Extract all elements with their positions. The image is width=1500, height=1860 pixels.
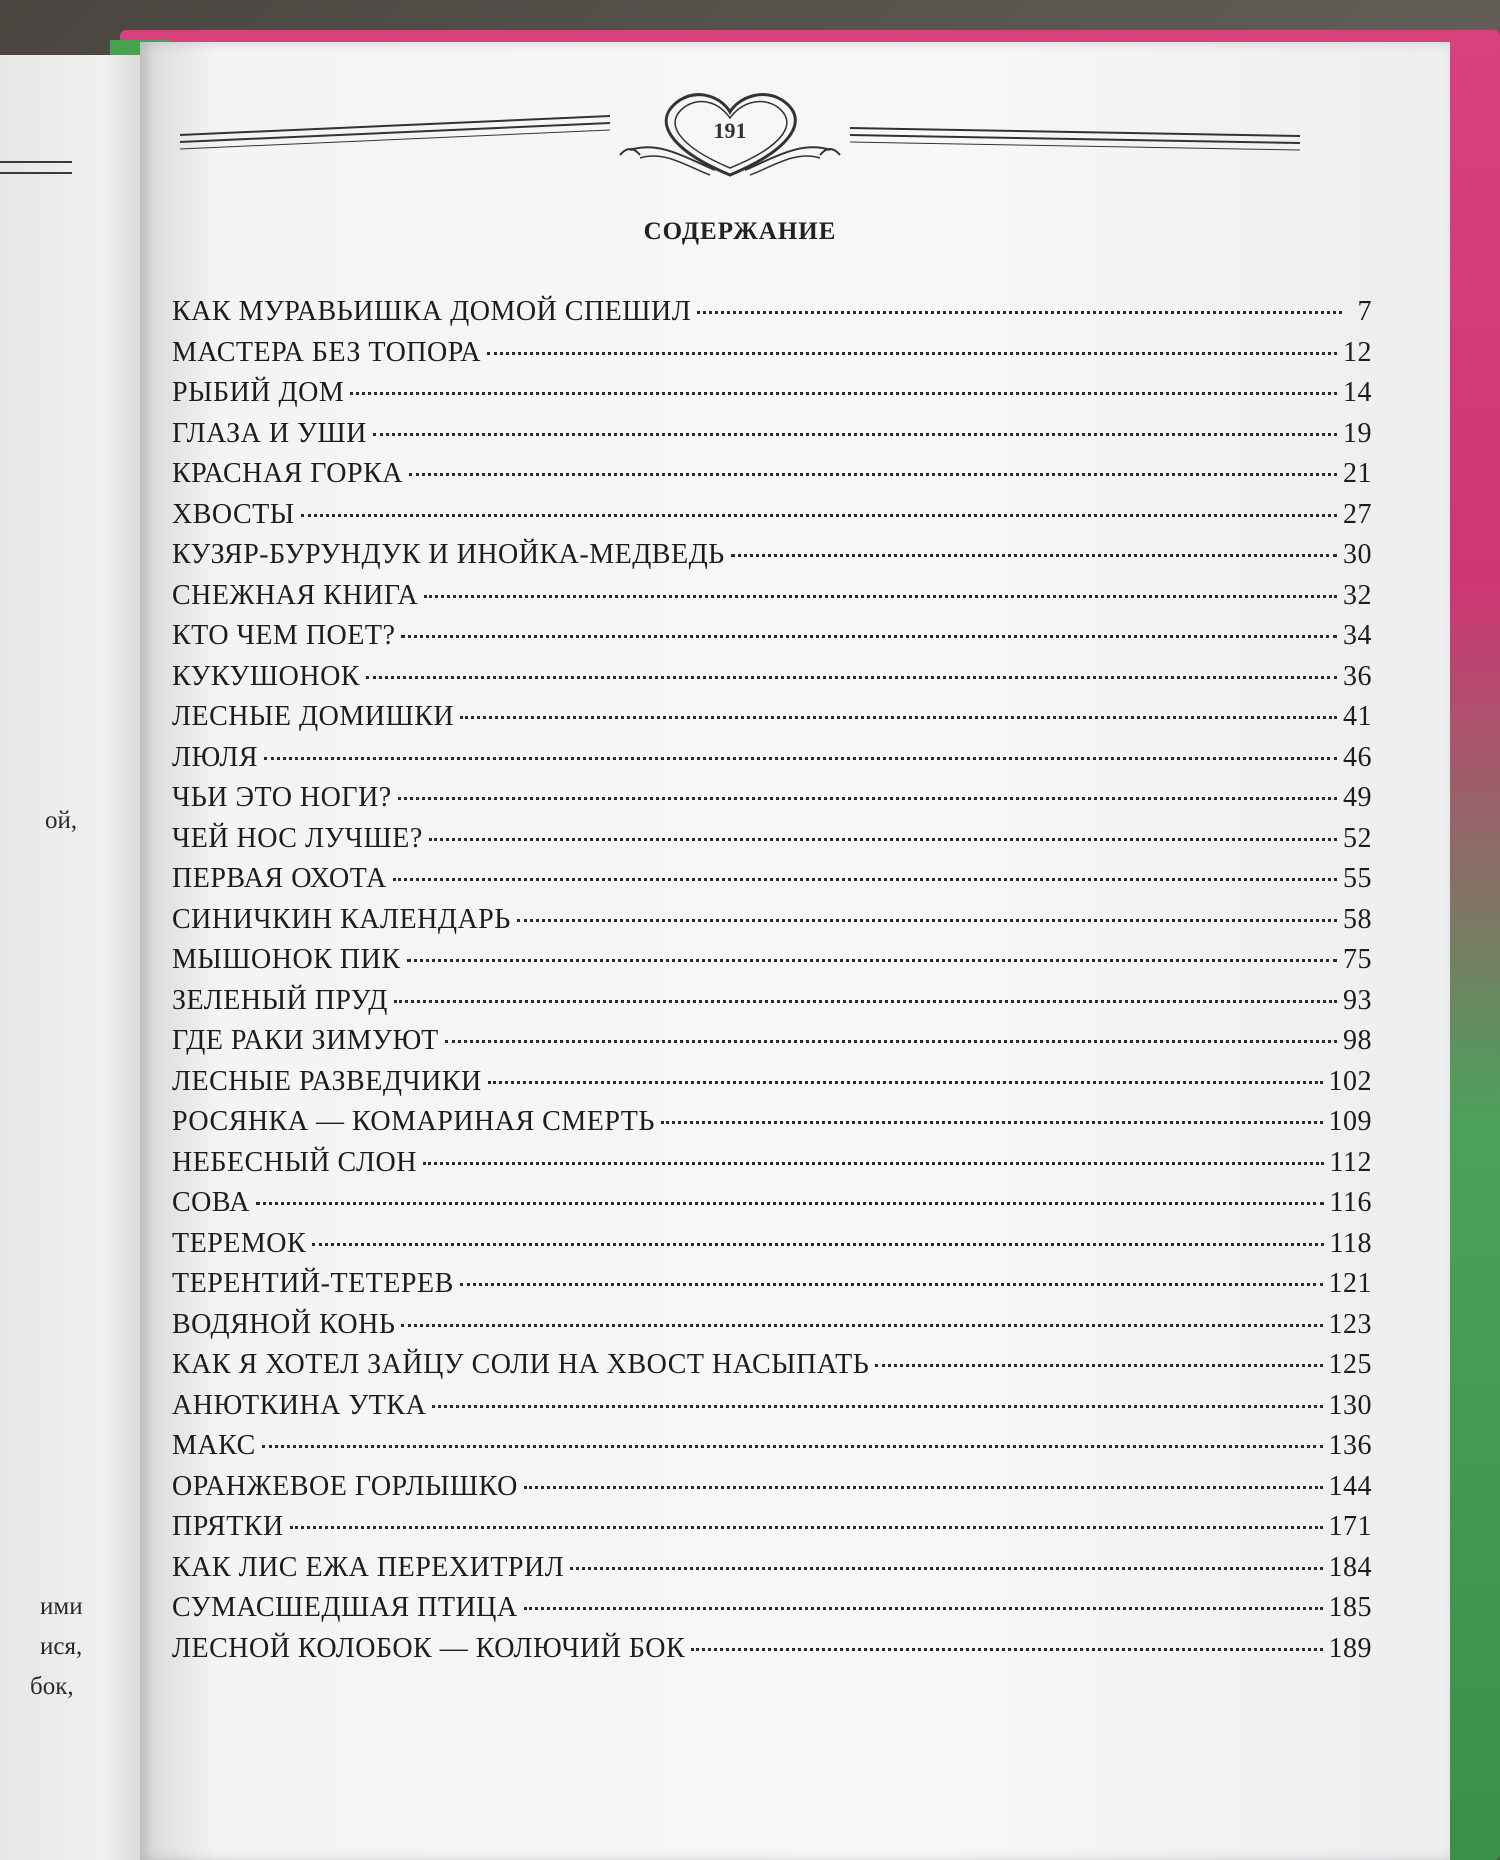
toc-title: СОДЕРЖАНИЕ xyxy=(643,218,837,245)
toc-entry-title: КУКУШОНОК xyxy=(172,660,360,692)
toc-entry xyxy=(172,985,1372,1026)
toc-entry xyxy=(172,1552,1372,1593)
toc-entry-page: 21 xyxy=(1343,458,1372,489)
toc-entry xyxy=(172,1147,1372,1188)
toc-entry-title: ПРЯТКИ xyxy=(172,1511,284,1542)
toc-entry-page: 171 xyxy=(1328,1511,1372,1542)
toc-entry-page: 7 xyxy=(1357,296,1372,327)
toc-entry xyxy=(172,863,1372,904)
toc-entry xyxy=(172,296,1372,337)
toc-dot-leader xyxy=(661,1121,1323,1124)
toc-dot-leader xyxy=(517,919,1337,922)
toc-entry-page: 46 xyxy=(1343,741,1372,773)
toc-entry-title: КАК МУРАВЬИШКА ДОМОЙ СПЕШИЛ xyxy=(172,296,692,327)
toc-entry-title: ЛЕСНЫЕ РАЗВЕДЧИКИ xyxy=(172,1065,482,1097)
toc-entry-title: СНЕЖНАЯ КНИГА xyxy=(172,579,419,611)
toc-entry-title: МЫШОНОК ПИК xyxy=(172,944,401,975)
toc-entry-page: 109 xyxy=(1328,1106,1372,1137)
toc-entry-title: ЛЮЛЯ xyxy=(172,741,259,773)
left-page xyxy=(0,55,145,1860)
toc-dot-leader xyxy=(524,1486,1323,1489)
toc-entry-page: 52 xyxy=(1343,822,1372,854)
toc-entry-page: 34 xyxy=(1343,620,1372,651)
toc-dot-leader xyxy=(264,757,1337,760)
toc-dot-leader xyxy=(875,1364,1322,1367)
toc-dot-leader xyxy=(394,1000,1337,1003)
toc-entry-title: ВОДЯНОЙ КОНЬ xyxy=(172,1308,396,1340)
toc-dot-leader xyxy=(312,1243,1323,1246)
toc-entry-page: 93 xyxy=(1343,984,1372,1016)
toc-entry xyxy=(172,580,1372,621)
toc-entry-title: ОРАНЖЕВОЕ ГОРЛЫШКО xyxy=(172,1470,518,1502)
toc-entry-page: 41 xyxy=(1343,701,1372,732)
toc-entry xyxy=(172,1187,1372,1228)
toc-entry xyxy=(172,1228,1372,1269)
toc-entry xyxy=(172,539,1372,580)
toc-entry xyxy=(172,1106,1372,1147)
toc-entry-title: СУМАСШЕДШАЯ ПТИЦА xyxy=(172,1592,518,1623)
toc-entry xyxy=(172,1268,1372,1309)
left-page-rule xyxy=(0,172,72,174)
toc-dot-leader xyxy=(487,352,1337,355)
toc-entry xyxy=(172,1633,1372,1674)
toc-entry-page: 49 xyxy=(1343,782,1372,813)
toc-dot-leader xyxy=(460,1283,1323,1286)
toc-entry xyxy=(172,1430,1372,1471)
toc-dot-leader xyxy=(366,676,1337,679)
toc-dot-leader xyxy=(445,1040,1337,1043)
toc-entry-page: 27 xyxy=(1343,498,1372,530)
toc-entry xyxy=(172,1309,1372,1350)
toc-entry xyxy=(172,418,1372,459)
toc-dot-leader xyxy=(401,635,1337,638)
toc-entry xyxy=(172,1471,1372,1512)
toc-entry-page: 184 xyxy=(1328,1551,1372,1583)
toc-dot-leader xyxy=(290,1526,1323,1529)
toc-dot-leader xyxy=(393,878,1337,881)
toc-entry-page: 136 xyxy=(1328,1430,1372,1461)
toc-entry xyxy=(172,742,1372,783)
toc-dot-leader xyxy=(691,1648,1322,1651)
toc-entry-title: АНЮТКИНА УТКА xyxy=(172,1389,427,1421)
toc-entry-title: ГЛАЗА И УШИ xyxy=(172,417,367,449)
toc-dot-leader xyxy=(429,838,1337,841)
toc-entry xyxy=(172,377,1372,418)
toc-entry-title: РЫБИЙ ДОМ xyxy=(172,377,345,408)
toc-dot-leader xyxy=(407,959,1337,962)
toc-entry-page: 12 xyxy=(1343,336,1372,368)
toc-entry-page: 130 xyxy=(1328,1389,1372,1421)
toc-dot-leader xyxy=(350,392,1337,395)
toc-entry-page: 30 xyxy=(1343,539,1372,570)
toc-entry-page: 14 xyxy=(1343,377,1372,408)
toc-dot-leader xyxy=(460,716,1337,719)
toc-entry-title: КТО ЧЕМ ПОЕТ? xyxy=(172,620,396,651)
toc-entry-page: 123 xyxy=(1328,1308,1372,1340)
left-page-text-fragment: бок, xyxy=(30,1673,74,1700)
toc-entry xyxy=(172,904,1372,945)
toc-entry-title: ЧЬИ ЭТО НОГИ? xyxy=(172,782,392,813)
toc-entry-title: НЕБЕСНЫЙ СЛОН xyxy=(172,1146,417,1178)
toc-entry-page: 185 xyxy=(1328,1592,1372,1623)
toc-entry-title: ПЕРВАЯ ОХОТА xyxy=(172,863,387,894)
toc-entry-page: 98 xyxy=(1343,1025,1372,1056)
toc-entry-title: МАСТЕРА БЕЗ ТОПОРА xyxy=(172,336,481,368)
toc-entry xyxy=(172,1390,1372,1431)
toc-entry-page: 36 xyxy=(1343,660,1372,692)
toc-entry-page: 144 xyxy=(1328,1470,1372,1502)
left-page-rule xyxy=(0,161,72,163)
toc-entry-title: ЗЕЛЕНЫЙ ПРУД xyxy=(172,984,388,1016)
toc-entry-title: МАКС xyxy=(172,1430,256,1461)
toc-dot-leader xyxy=(409,473,1337,476)
toc-entry xyxy=(172,458,1372,499)
toc-dot-leader xyxy=(424,595,1337,598)
toc-entry-page: 118 xyxy=(1329,1227,1372,1259)
toc-dot-leader xyxy=(401,1324,1322,1327)
toc-entry xyxy=(172,620,1372,661)
page-number: 191 xyxy=(713,118,747,143)
toc-entry xyxy=(172,1511,1372,1552)
toc-dot-leader xyxy=(488,1081,1323,1084)
toc-entry-title: ХВОСТЫ xyxy=(172,498,295,530)
toc-entry-title: ЛЕСНЫЕ ДОМИШКИ xyxy=(172,701,455,732)
left-page-text-fragment: ими xyxy=(40,1593,83,1620)
toc-entry-page: 19 xyxy=(1343,417,1372,449)
toc-entry-title: КРАСНАЯ ГОРКА xyxy=(172,458,403,489)
toc-dot-leader xyxy=(697,311,1342,314)
toc-entry xyxy=(172,782,1372,823)
toc-entry-title: КУЗЯР-БУРУНДУК И ИНОЙКА-МЕДВЕДЬ xyxy=(172,539,725,570)
left-page-text-fragment: ися, xyxy=(40,1633,83,1660)
toc-entry xyxy=(172,701,1372,742)
toc-dot-leader xyxy=(373,433,1337,436)
left-page-text-fragment: ой, xyxy=(45,807,78,834)
toc-dot-leader xyxy=(398,797,1337,800)
toc-entry-title: КАК Я ХОТЕЛ ЗАЙЦУ СОЛИ НА ХВОСТ НАСЫПАТЬ xyxy=(172,1349,870,1380)
toc-entry xyxy=(172,661,1372,702)
toc-dot-leader xyxy=(731,554,1337,557)
toc-entry-page: 75 xyxy=(1343,944,1372,975)
toc-entry xyxy=(172,1349,1372,1390)
toc-dot-leader xyxy=(570,1567,1322,1570)
toc-entry-title: КАК ЛИС ЕЖА ПЕРЕХИТРИЛ xyxy=(172,1551,565,1583)
toc-entry-title: ТЕРЕНТИЙ-ТЕТЕРЕВ xyxy=(172,1268,454,1299)
toc-entry-title: ГДЕ РАКИ ЗИМУЮТ xyxy=(172,1025,439,1056)
toc-dot-leader xyxy=(432,1405,1322,1408)
toc-dot-leader xyxy=(256,1202,1324,1205)
toc-entry-title: ЧЕЙ НОС ЛУЧШЕ? xyxy=(172,822,423,854)
toc-entry-page: 121 xyxy=(1328,1268,1372,1299)
toc-dot-leader xyxy=(524,1607,1323,1610)
toc-entry-page: 189 xyxy=(1328,1632,1372,1664)
toc-entry-title: СОВА xyxy=(172,1187,251,1218)
toc-entry-page: 58 xyxy=(1343,903,1372,935)
toc-entry-page: 116 xyxy=(1329,1187,1372,1218)
toc-entry-page: 32 xyxy=(1343,579,1372,611)
table-of-contents xyxy=(172,296,1372,1673)
toc-entry-title: ЛЕСНОЙ КОЛОБОК — КОЛЮЧИЙ БОК xyxy=(172,1632,686,1664)
toc-entry xyxy=(172,944,1372,985)
toc-entry xyxy=(172,1066,1372,1107)
toc-entry xyxy=(172,1592,1372,1633)
toc-entry-page: 125 xyxy=(1328,1349,1372,1380)
toc-entry-page: 112 xyxy=(1329,1146,1372,1178)
toc-entry xyxy=(172,823,1372,864)
toc-dot-leader xyxy=(262,1445,1323,1448)
toc-entry-page: 55 xyxy=(1343,863,1372,894)
toc-entry-title: РОСЯНКА — КОМАРИНАЯ СМЕРТЬ xyxy=(172,1106,655,1137)
toc-entry xyxy=(172,499,1372,540)
toc-entry xyxy=(172,337,1372,378)
toc-dot-leader xyxy=(423,1162,1324,1165)
toc-entry-title: ТЕРЕМОК xyxy=(172,1227,307,1259)
toc-entry-page: 102 xyxy=(1328,1065,1372,1097)
toc-entry-title: СИНИЧКИН КАЛЕНДАРЬ xyxy=(172,903,511,935)
toc-entry xyxy=(172,1025,1372,1066)
toc-dot-leader xyxy=(301,514,1337,517)
